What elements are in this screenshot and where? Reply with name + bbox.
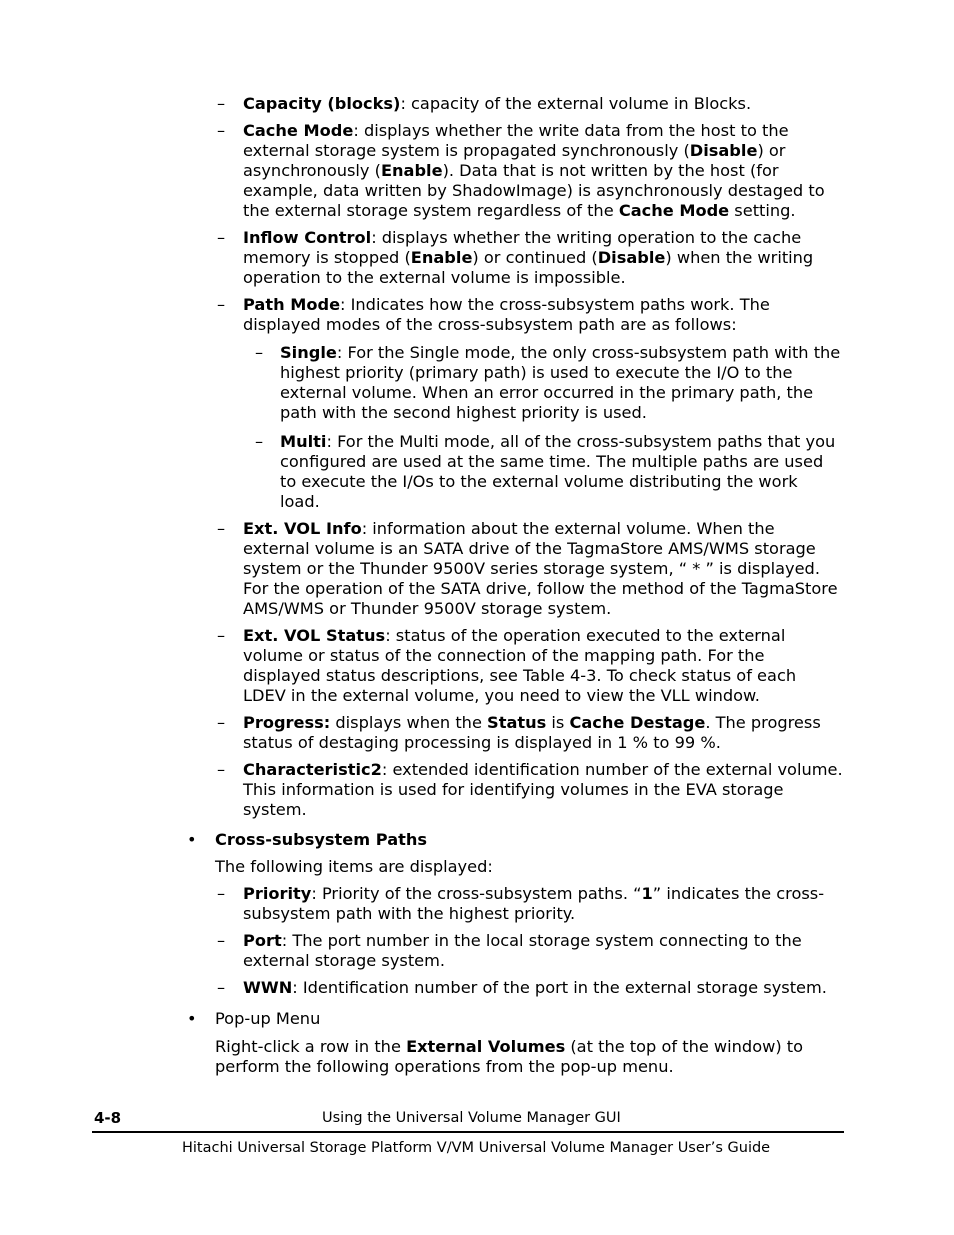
bold-term: Cache Mode bbox=[618, 201, 730, 220]
description: : displays whether the write data from the host to the external storage system is propagated synchronously ( bbox=[243, 121, 789, 160]
dash-marker: – bbox=[217, 295, 226, 314]
term: Capacity (blocks) bbox=[243, 94, 401, 113]
dash-marker: – bbox=[217, 931, 226, 950]
bullet-marker: • bbox=[187, 1009, 197, 1028]
term: Path Mode bbox=[243, 295, 341, 314]
bold-term: Enable bbox=[410, 248, 473, 267]
bold-term: Enable bbox=[380, 161, 443, 180]
term: Ext. VOL Status bbox=[243, 626, 386, 645]
dash-marker: – bbox=[255, 432, 264, 451]
bullet-heading: Cross-subsystem Paths bbox=[215, 830, 428, 849]
term: Progress: bbox=[243, 713, 331, 732]
list-item-port bbox=[0, 931, 843, 971]
description: ) or asynchronously ( bbox=[243, 141, 786, 180]
description: ) or continued ( bbox=[472, 248, 598, 267]
list-item-ext-vol-info bbox=[0, 519, 843, 619]
description: : capacity of the external volume in Blocks. bbox=[400, 94, 752, 113]
description: . The progress status of destaging processing is displayed in 1 % to 99 %. bbox=[243, 713, 821, 752]
dash-marker: – bbox=[217, 121, 226, 140]
description: : information about the external volume. When the external volume is an SATA drive of the TagmaStore AMS/WMS storage system or the Thunder 9500V series storage system, “ * ” is displayed. For the operation of the SATA drive, follow the method of the TagmaStore AMS/WMS or Thunder 9500V storage system. bbox=[243, 519, 838, 618]
description: is bbox=[546, 713, 570, 732]
list-item-path-mode bbox=[0, 295, 843, 335]
section-title: Using the Universal Volume Manager GUI bbox=[322, 1110, 621, 1126]
description: : Indicates how the cross-subsystem paths work. The displayed modes of the cross-subsystem path are as follows: bbox=[243, 295, 770, 334]
dash-marker: – bbox=[217, 884, 226, 903]
description: : For the Single mode, the only cross-subsystem path with the highest priority (primary path) is used to execute the I/O to the external volume. When an error occurred in the primary path, the path with the second highest priority is used. bbox=[280, 343, 841, 422]
dash-marker: – bbox=[255, 343, 264, 362]
term: Characteristic2 bbox=[243, 760, 382, 779]
bold-term: External Volumes bbox=[406, 1037, 566, 1056]
list-item-inflow-control bbox=[0, 228, 843, 288]
term: WWN bbox=[243, 978, 293, 997]
term: Priority bbox=[243, 884, 312, 903]
list-item-progress bbox=[0, 713, 843, 753]
dash-marker: – bbox=[217, 94, 226, 113]
description: : Priority of the cross-subsystem paths. “ bbox=[311, 884, 642, 903]
paragraph-text: The following items are displayed: bbox=[215, 857, 493, 876]
dash-marker: – bbox=[217, 519, 226, 538]
paragraph-text: (at the top of the window) to perform the following operations from the pop-up menu. bbox=[215, 1037, 804, 1076]
term: Inflow Control bbox=[243, 228, 372, 247]
description: ” indicates the cross-subsystem path with the highest priority. bbox=[243, 884, 825, 923]
description: displays when the bbox=[330, 713, 488, 732]
description: : For the Multi mode, all of the cross-subsystem paths that you configured are used at the same time. The multiple paths are used to execute the I/Os to the external volume distributing the work load. bbox=[280, 432, 836, 511]
list-item-capacity bbox=[0, 94, 843, 114]
document-body bbox=[0, 94, 954, 1084]
list-item-multi-mode bbox=[0, 432, 842, 512]
bold-term: Status bbox=[487, 713, 547, 732]
description: : displays whether the writing operation to the cache memory is stopped ( bbox=[243, 228, 802, 267]
bullet-cross-subsystem-paths bbox=[0, 830, 845, 850]
dash-marker: – bbox=[217, 760, 226, 779]
term: Multi bbox=[280, 432, 327, 451]
page-number: 4-8 bbox=[94, 1109, 122, 1127]
description: setting. bbox=[729, 201, 796, 220]
description: : The port number in the local storage system connecting to the external storage system. bbox=[243, 931, 802, 970]
dash-marker: – bbox=[217, 626, 226, 645]
bullet-heading: Pop-up Menu bbox=[215, 1009, 321, 1028]
dash-marker: – bbox=[217, 713, 226, 732]
bold-term: Disable bbox=[689, 141, 758, 160]
description: : extended identification number of the external volume. This information is used for identifying volumes in the EVA storage system. bbox=[243, 760, 843, 819]
guide-title: Hitachi Universal Storage Platform V/VM Universal Volume Manager User’s Guide bbox=[182, 1140, 771, 1156]
description: : Identification number of the port in the external storage system. bbox=[292, 978, 827, 997]
description: ) when the writing operation to the external volume is impossible. bbox=[243, 248, 814, 287]
description: ). Data that is not written by the host (for example, data written by ShadowImage) is asynchronously destaged to the external storage system regardless of the bbox=[243, 161, 825, 220]
bullet-marker: • bbox=[187, 830, 197, 849]
list-item-cache-mode bbox=[0, 121, 843, 221]
paragraph-right-click bbox=[0, 1037, 845, 1077]
list-item-characteristic2 bbox=[0, 760, 843, 820]
term: Cache Mode bbox=[243, 121, 354, 140]
list-item-single-mode bbox=[0, 343, 842, 423]
bullet-popup-menu bbox=[0, 1009, 845, 1029]
dash-marker: – bbox=[217, 978, 226, 997]
footer-divider bbox=[92, 1131, 844, 1133]
dash-marker: – bbox=[217, 228, 226, 247]
bold-term: Cache Destage bbox=[569, 713, 706, 732]
list-item-priority bbox=[0, 884, 843, 924]
paragraph-items-displayed bbox=[0, 857, 845, 877]
bold-term: 1 bbox=[641, 884, 653, 903]
description: : status of the operation executed to the external volume or status of the connection of the mapping path. For the displayed status descriptions, see Table 4-3. To check status of each LDEV in the external volume, you need to view the VLL window. bbox=[243, 626, 797, 705]
term: Single bbox=[280, 343, 337, 362]
term: Port bbox=[243, 931, 282, 950]
term: Ext. VOL Info bbox=[243, 519, 362, 538]
paragraph-text: Right-click a row in the bbox=[215, 1037, 407, 1056]
bold-term: Disable bbox=[597, 248, 666, 267]
list-item-wwn bbox=[0, 978, 843, 998]
list-item-ext-vol-status bbox=[0, 626, 843, 706]
